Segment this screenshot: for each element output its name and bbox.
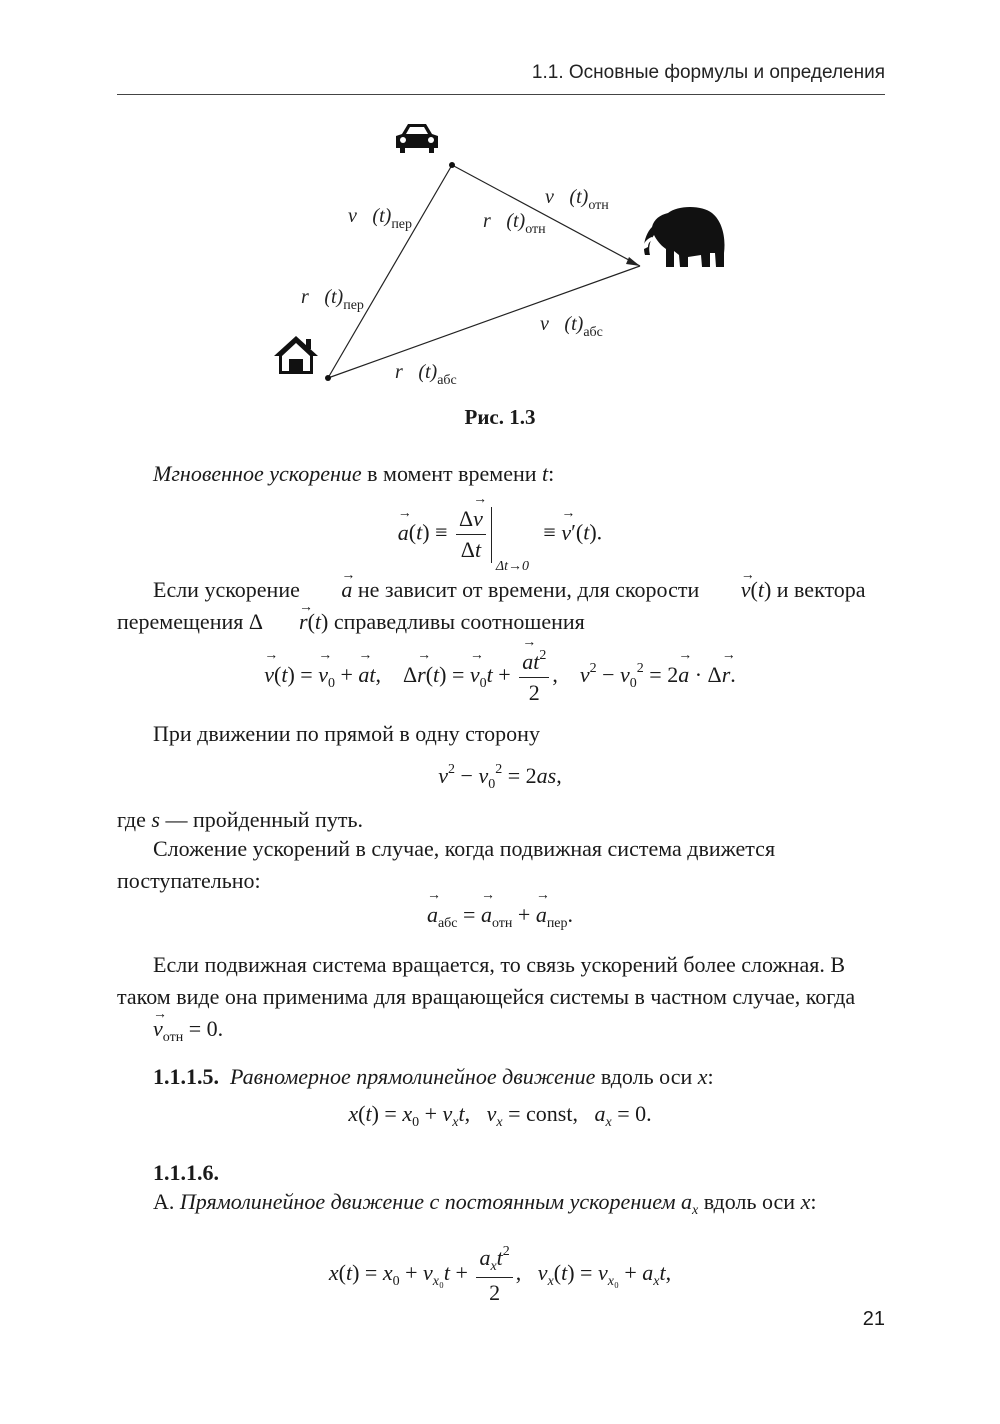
house-icon	[274, 336, 318, 374]
paragraph-accel-addition: Сложение ускорений в случае, когда подвижная система движется поступательно:	[117, 836, 776, 893]
page-number: 21	[862, 1308, 885, 1330]
equation-kinematics: → v(t) = → $v_0$ + → at, Δ→ r(t) = → $v_0t$ + → $\frac{at^2}{2}$ , $v^2 - v_0^2 = 2\to a \cdot \Delta\to r$.	[0, 648, 1000, 706]
paragraph-instant-accel: Мгновенное ускорение в момент времени t:	[153, 461, 555, 486]
line-per	[328, 165, 452, 378]
section-1-1-1-5: 1.1.1.5. Равномерное прямолинейное движение вдоль оси x:	[153, 1064, 714, 1089]
arrow-head	[626, 257, 640, 266]
paragraph-const-accel-motion: А. Прямолинейное движение с постоянным ускорением $a_x$ вдоль оси x:	[153, 1189, 817, 1218]
equation-path: $v^2 - v_0^2 = 2as$,	[438, 762, 562, 792]
line-otn	[452, 165, 640, 266]
label-v-otn: $v⃗(t)_{отн}$	[545, 186, 609, 213]
paragraph-rotating: Если подвижная система вращается, то связь ускорений более сложная. В таком виде она применима для вращающейся системы в частном случае, когда → $v_{отн} = 0$.	[117, 949, 885, 1054]
figure-1-3	[0, 100, 1000, 400]
paragraph-where-s: где s — пройденный путь.	[117, 807, 363, 832]
label-r-abs: $r⃗(t)_{абс}$	[395, 361, 457, 388]
paragraph-straight-line: При движении по прямой в одну сторону	[153, 721, 540, 746]
equation-accel-sum: → $a_{абс}$ = → $a_{отн}$ + → $a_{пер}$.	[0, 902, 1000, 932]
header-rule	[117, 94, 885, 95]
label-r-per: $r⃗(t)_{пер}$	[301, 286, 364, 313]
line-abs	[328, 266, 640, 378]
elephant-icon	[643, 207, 724, 267]
label-v-per: $v⃗(t)_{пер}$	[348, 205, 413, 232]
vertex-house	[325, 375, 331, 381]
equation-accel-def: → a(t) ≡ $\frac{\Delta\to v}{\Delta t}$ Δt→0 ≡ → v′(t).	[0, 506, 1000, 563]
car-icon	[396, 124, 438, 153]
vertex-car	[449, 162, 455, 168]
section-1-1-1-6: 1.1.1.6.	[153, 1160, 219, 1185]
equation-const-accel: $x(t) = x_0 + v_{x_0}t$ + $\frac{a_xt^2}{2}$ , $v_x(t) = v_{x_0} + a_xt$,	[328, 1244, 672, 1305]
running-head: 1.1. Основные формулы и определения	[531, 62, 885, 83]
label-r-otn: $r⃗(t)_{отн}$	[483, 210, 546, 237]
paragraph-const-accel: Если ускорение → a не зависит от времени, для скорости → v(t) и вектора перемещения Δ→ r(t) справедливы соотношения	[117, 574, 885, 638]
equation-uniform-motion: $x(t) = x_0 + v_xt$, $v_x$ = const, $a_x = 0$.	[348, 1101, 652, 1130]
figure-caption: Рис. 1.3	[464, 405, 536, 429]
triangle-lines	[328, 165, 640, 378]
term-instant-accel: Мгновенное ускорение	[153, 461, 362, 486]
label-v-abs: $v⃗(t)_{абс}$	[540, 313, 603, 340]
